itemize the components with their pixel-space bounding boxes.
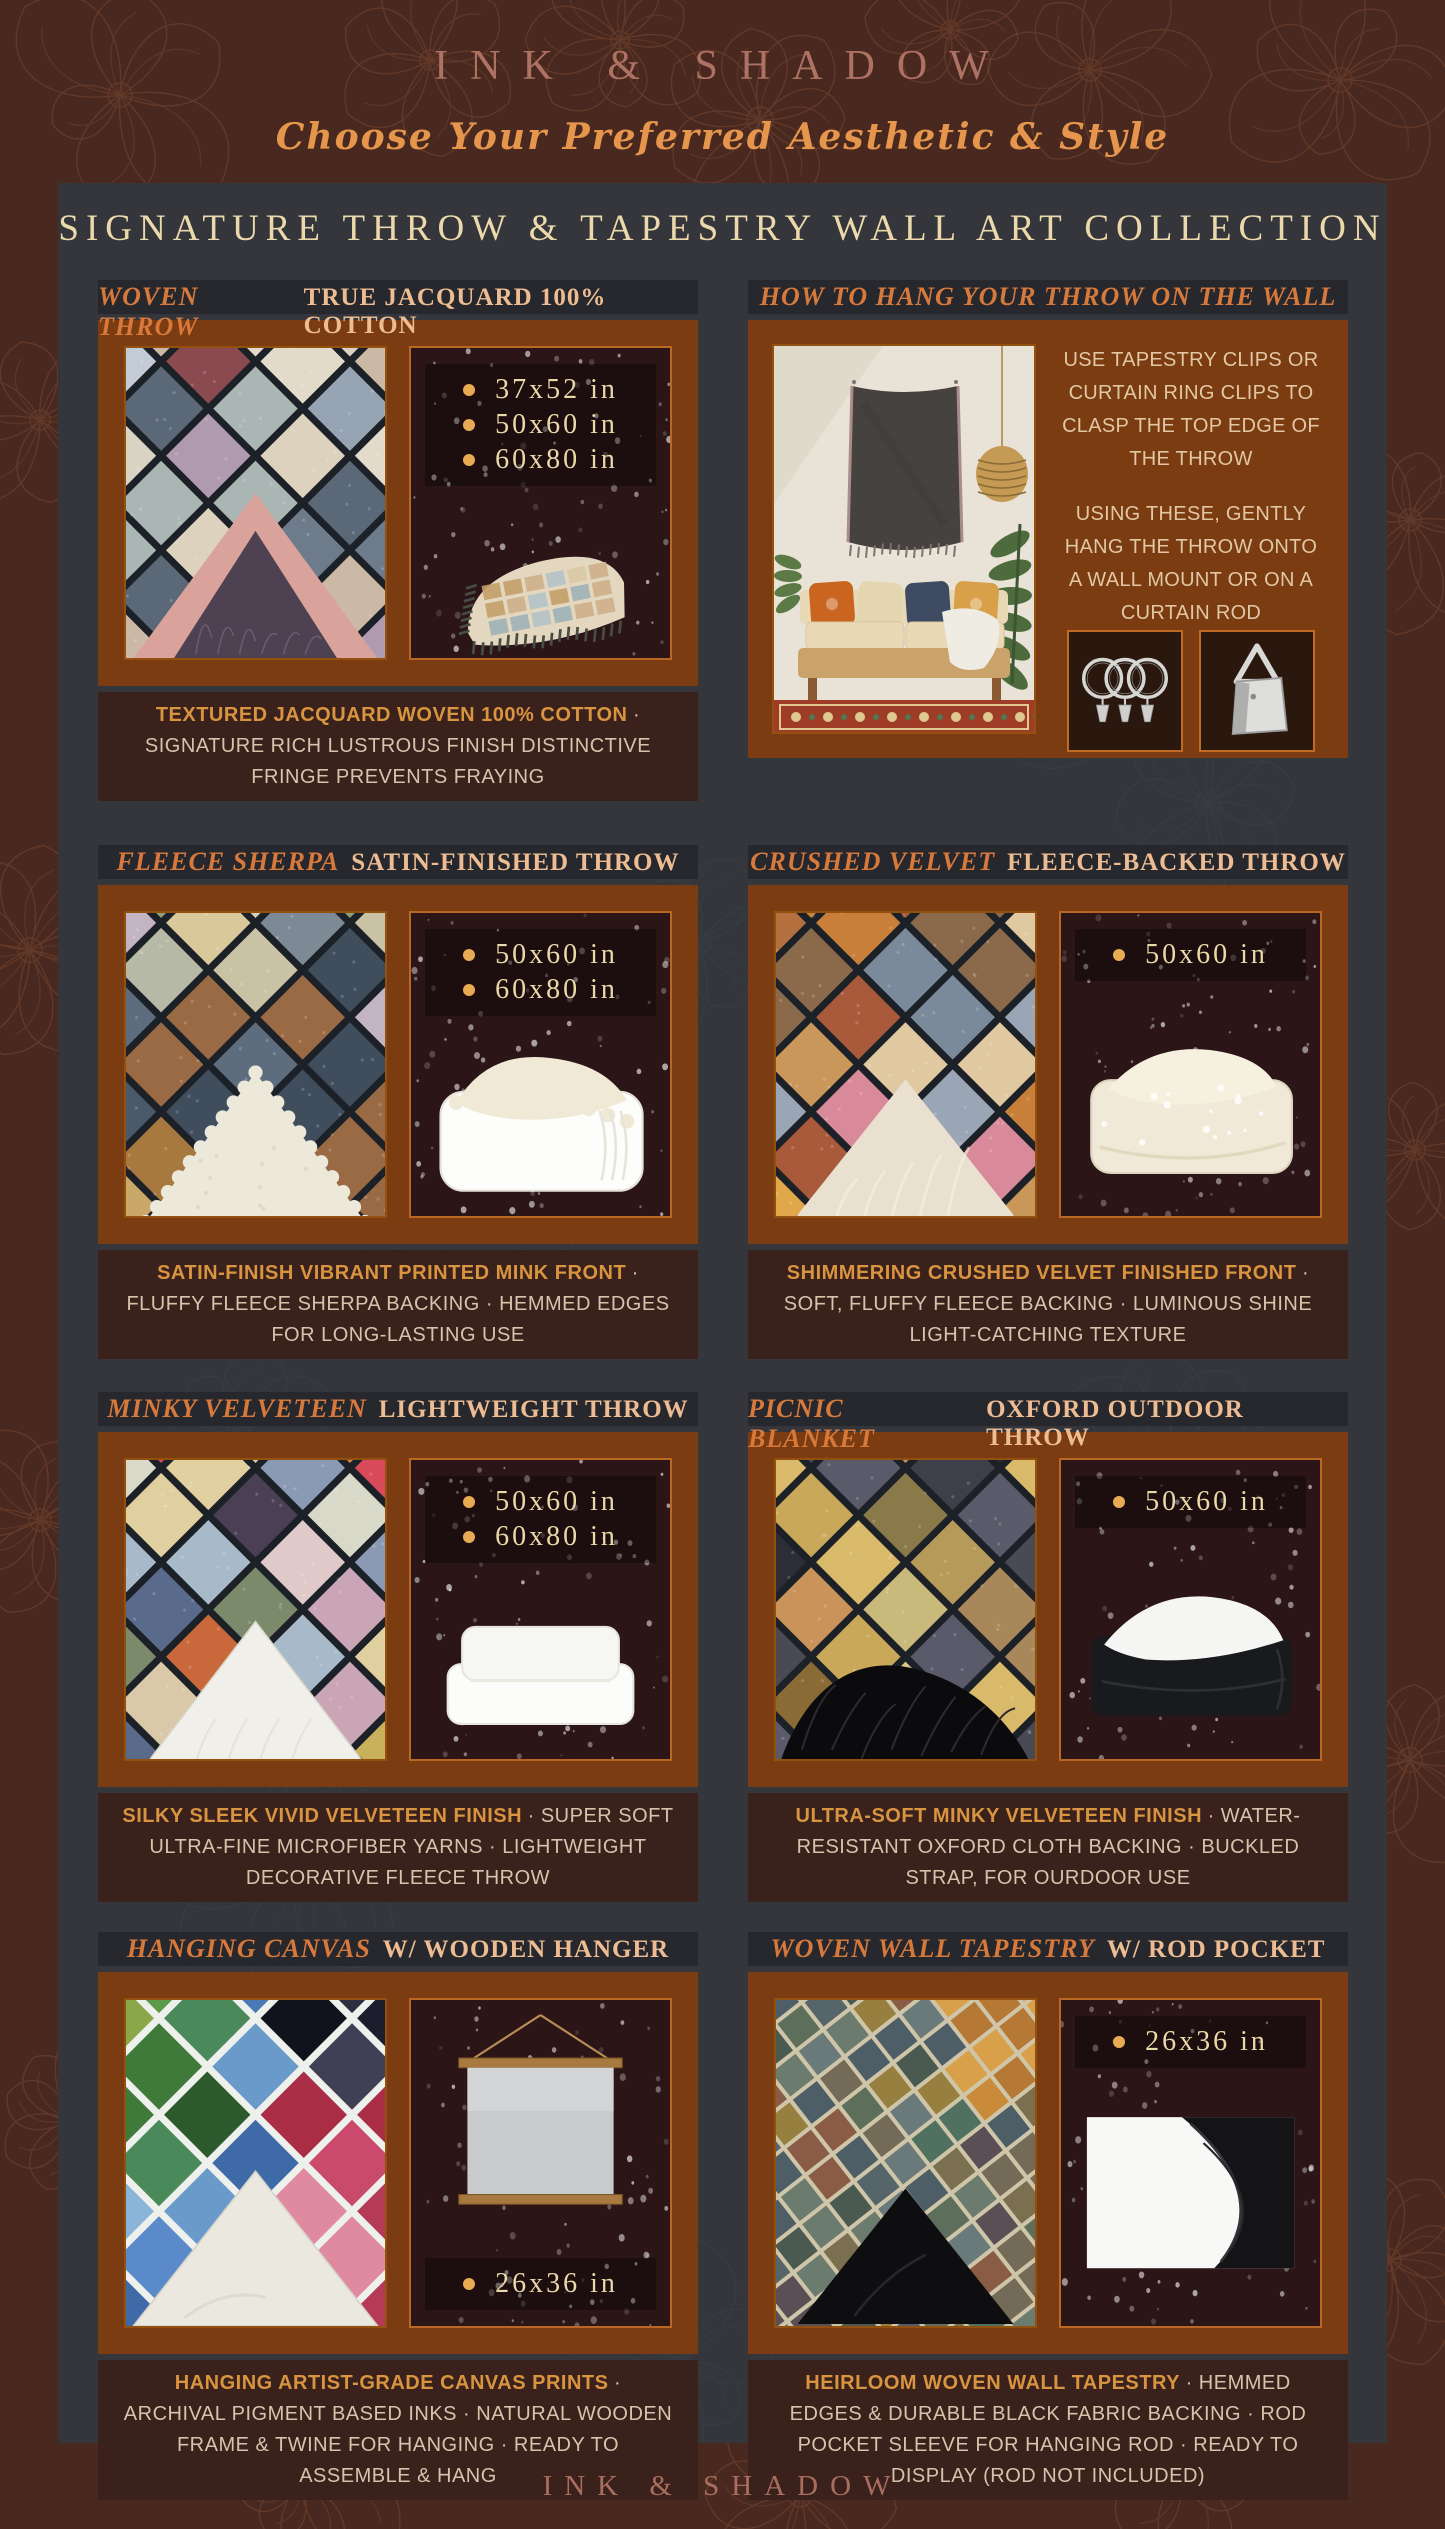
card-title-bar bbox=[748, 280, 1348, 314]
size-option: 60x80 in bbox=[495, 444, 618, 475]
product-caption: HANGING ARTIST-GRADE CANVAS PRINTS · ARCHIVAL PIGMENT BASED INKS · NATURAL WOODEN FRAME & TWINE FOR HANGING · READY TO ASSEMBLE & HANG bbox=[98, 2360, 698, 2500]
product-caption: HEIRLOOM WOVEN WALL TAPESTRY · HEMMED EDGES & DURABLE BLACK FABRIC BACKING · ROD POCKET SLEEVE FOR HANGING ROD · READY TO DISPLAY (ROD NOT INCLUDED) bbox=[748, 2360, 1348, 2500]
footer-brand-text: INK & SHADOW bbox=[542, 2469, 903, 2502]
card-images bbox=[748, 1432, 1348, 1787]
product-photo-woven-throw bbox=[124, 346, 387, 660]
product-photo-fleece-sherpa bbox=[124, 911, 387, 1218]
brand-header bbox=[0, 0, 1445, 158]
product-card-fleece-sherpa bbox=[98, 845, 698, 1359]
bullet-icon bbox=[463, 2278, 475, 2290]
size-and-product-panel bbox=[1059, 911, 1322, 1218]
product-photo-canvas-swatch bbox=[124, 1998, 387, 2328]
bullet-icon bbox=[463, 1531, 475, 1543]
card-title-bar: MINKY VELVETEEN LIGHTWEIGHT THROW bbox=[98, 1392, 698, 1426]
product-shot-sherpa-throw bbox=[411, 1016, 670, 1216]
product-caption: SHIMMERING CRUSHED VELVET FINISHED FRONT · SOFT, FLUFFY FLEECE BACKING · LUMINOUS SHINE LIGHT-CATCHING TEXTURE bbox=[748, 1250, 1348, 1359]
bullet-icon bbox=[463, 384, 475, 396]
size-and-product-panel bbox=[1059, 1458, 1322, 1761]
size-and-product-panel bbox=[1059, 1998, 1322, 2328]
bullet-icon bbox=[1113, 949, 1125, 961]
product-photo-picnic bbox=[774, 1458, 1037, 1761]
size-options bbox=[425, 364, 656, 486]
card-images bbox=[748, 1972, 1348, 2354]
card-images bbox=[748, 885, 1348, 1244]
product-photo-crushed-velvet bbox=[774, 911, 1037, 1218]
product-shot-minky-throw bbox=[411, 1563, 670, 1759]
bullet-icon bbox=[1113, 1496, 1125, 1508]
size-option: 37x52 in bbox=[495, 374, 618, 405]
size-and-product-panel bbox=[409, 1998, 672, 2328]
product-caption: SATIN-FINISH VIBRANT PRINTED MINK FRONT · FLUFFY FLEECE SHERPA BACKING · HEMMED EDGES FOR LONG-LASTING USE bbox=[98, 1250, 698, 1359]
card-images bbox=[98, 885, 698, 1244]
product-shot-velvet-throw bbox=[1061, 981, 1320, 1216]
bullet-icon bbox=[463, 1496, 475, 1508]
product-shot-tapestry-backing bbox=[1061, 2068, 1320, 2326]
howto-paragraph-1: USE TAPESTRY CLIPS OR CURTAIN RING CLIPS TO CLASP THE TOP EDGE OF THE THROW bbox=[1062, 349, 1320, 470]
card-title-type: TRUE JACQUARD 100% COTTON bbox=[303, 284, 607, 339]
bullet-icon bbox=[1113, 2036, 1125, 2048]
size-options: 50x60 in bbox=[1075, 1476, 1306, 1528]
product-card-crushed-velvet bbox=[748, 845, 1348, 1359]
product-shot-fringed-throw bbox=[411, 486, 670, 658]
howto-card bbox=[748, 280, 1348, 801]
product-photo-minky bbox=[124, 1458, 387, 1761]
size-and-product-panel bbox=[409, 346, 672, 660]
product-card-picnic-blanket bbox=[748, 1392, 1348, 1902]
product-card-minky-velveteen bbox=[98, 1392, 698, 1902]
product-card-hanging-canvas bbox=[98, 1932, 698, 2500]
card-title-bar: HANGING CANVAS W/ WOODEN HANGER bbox=[98, 1932, 698, 1966]
product-card-woven-throw bbox=[98, 280, 698, 801]
product-card-wall-tapestry bbox=[748, 1932, 1348, 2500]
card-title-bar: PICNIC BLANKET OXFORD OUTDOOR THROW bbox=[748, 1392, 1348, 1426]
howto-content bbox=[748, 320, 1348, 758]
bullet-icon bbox=[463, 454, 475, 466]
card-title-style: WOVEN THROW bbox=[98, 282, 199, 341]
card-images bbox=[98, 1432, 698, 1787]
product-caption: SILKY SLEEK VIVID VELVETEEN FINISH · SUPER SOFT ULTRA-FINE MICROFIBER YARNS · LIGHTWEIGHT DECORATIVE FLEECE THROW bbox=[98, 1793, 698, 1902]
bullet-icon bbox=[463, 949, 475, 961]
card-title-bar: WOVEN WALL TAPESTRY W/ ROD POCKET bbox=[748, 1932, 1348, 1966]
size-option: 50x60 in bbox=[495, 409, 618, 440]
card-images bbox=[98, 320, 698, 686]
card-title-bar: FLEECE SHERPA SATIN-FINISHED THROW bbox=[98, 845, 698, 879]
size-and-product-panel bbox=[409, 911, 672, 1218]
size-options: 50x60 in 60x80 in bbox=[425, 929, 656, 1016]
page-footer bbox=[0, 2443, 1445, 2529]
howto-title: HOW TO HANG YOUR THROW ON THE WALL bbox=[759, 282, 1337, 311]
bullet-icon bbox=[463, 419, 475, 431]
brand-tagline: Choose Your Preferred Aesthetic & Style bbox=[275, 116, 1170, 158]
size-options: 26x36 in bbox=[425, 2258, 656, 2310]
tapestry-clip-icon bbox=[1199, 630, 1315, 752]
size-options: 26x36 in bbox=[1075, 2016, 1306, 2068]
brand-logo-text: INK & SHADOW bbox=[434, 43, 1011, 89]
card-images bbox=[98, 1972, 698, 2354]
size-options: 50x60 in bbox=[1075, 929, 1306, 981]
product-photo-tapestry-mosaic bbox=[774, 1998, 1037, 2328]
room-photo-throw-on-wall bbox=[772, 344, 1036, 734]
product-shot-hanging-canvas bbox=[411, 2000, 670, 2258]
card-grid bbox=[58, 280, 1387, 2500]
card-title-bar bbox=[98, 280, 698, 341]
size-and-product-panel bbox=[409, 1458, 672, 1761]
product-caption: ULTRA-SOFT MINKY VELVETEEN FINISH · WATER-RESISTANT OXFORD CLOTH BACKING · BUCKLED STRAP, FOR OURDOOR USE bbox=[748, 1793, 1348, 1902]
bullet-icon bbox=[463, 984, 475, 996]
howto-paragraph-2: USING THESE, GENTLY HANG THE THROW ONTO A WALL MOUNT OR ON A CURTAIN ROD bbox=[1064, 503, 1318, 624]
product-caption: TEXTURED JACQUARD WOVEN 100% COTTON · SIGNATURE RICH LUSTROUS FINISH DISTINCTIVE FRINGE PREVENTS FRAYING bbox=[98, 692, 698, 801]
product-shot-outdoor-throw bbox=[1061, 1528, 1320, 1759]
collection-title: SIGNATURE THROW & TAPESTRY WALL ART COLLECTION bbox=[58, 208, 1387, 249]
size-options: 50x60 in 60x80 in bbox=[425, 1476, 656, 1563]
card-title-bar: CRUSHED VELVET FLEECE-BACKED THROW bbox=[748, 845, 1348, 879]
curtain-ring-clips-icon bbox=[1067, 630, 1183, 752]
